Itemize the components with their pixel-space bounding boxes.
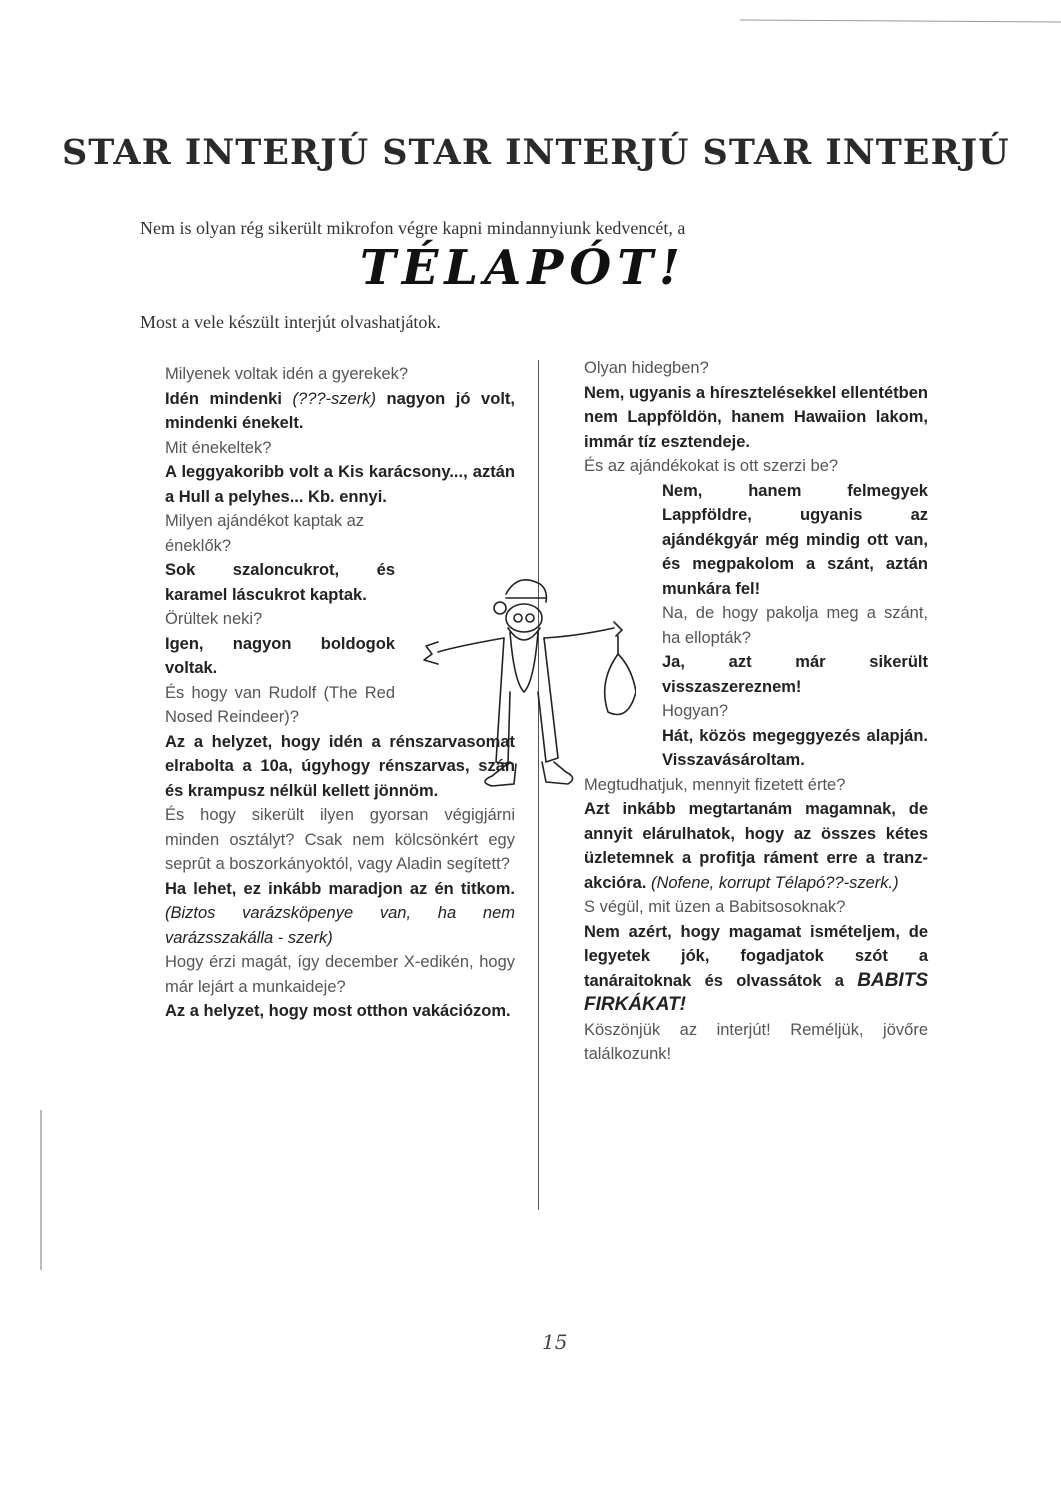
- answer: Idén mindenki (???-szerk) nagyon jó volt, mindenki énekelt.: [165, 389, 515, 432]
- question: Örültek neki?: [165, 610, 263, 628]
- question: Na, de hogy pakolja meg a szánt, ha ellopták?: [662, 604, 928, 647]
- answer: Ha lehet, ez inkább maradjon az én titkom. (Biztos varázsköpenye van, ha nem varázsszakálla - szerk): [165, 879, 515, 947]
- answer: Az a helyzet, hogy most otthon vakációzom.: [165, 1002, 511, 1020]
- intro-line-2: Most a vele készült interjút olvashatjátok.: [140, 312, 441, 332]
- santa-illustration: [418, 572, 636, 818]
- intro-line-1: Nem is olyan rég sikerült mikrofon végre kapni mindannyiunk kedvencét, a: [140, 218, 686, 238]
- question: És az ajándékokat is ott szerzi be?: [584, 457, 839, 475]
- question: S végül, mit üzen a Babitsosoknak?: [584, 898, 846, 916]
- question: Hogyan?: [662, 702, 729, 720]
- answer: Nem, hanem felmegyek Lappföldre, ugyanis az ajándékgyár még mindig ott van, és megpakolom a szánt, aztán munkára fel!: [662, 481, 928, 598]
- answer: Nem azért, hogy magamat ismételjem, de legyetek jók, fogadjatok szót a tanáraitoknak és olvassátok a BABITS FIRKÁKAT!: [584, 922, 928, 1015]
- answer: Nem, ugyanis a híresztelésekkel ellentétben nem Lappföldön, hanem Hawaiion lakom, immár tíz esztendeje.: [584, 383, 928, 451]
- intro-name: TÉLAPÓT!: [360, 240, 686, 296]
- question: És hogy sikerült ilyen gyorsan végigjárni minden osztályt? Csak nem kölcsönkért egy seprût a boszorkányoktól, vagy Aladin segített?: [165, 806, 515, 873]
- question: Milyen ajándékot kaptak az éneklők?: [165, 512, 365, 555]
- page-title: STAR INTERJÚ STAR INTERJÚ STAR INTERJÚ: [62, 132, 1010, 173]
- question: Hogy érzi magát, így december X-edikén, hogy már lejárt a munkaideje?: [165, 953, 515, 996]
- scan-edge-mark: [40, 1110, 42, 1270]
- answer: A leggyakoribb volt a Kis karácsony..., aztán a Hull a pelyhes... Kb. ennyi.: [165, 463, 515, 506]
- question: Mit énekeltek?: [165, 438, 272, 457]
- answer: Azt inkább megtartanám magamnak, de annyit elárulhatok, hogy az összes kétes üzletemnek a profitja ráment erre a tranz-akcióra. (Nofene, korrupt Télapó??-szerk.): [584, 800, 928, 892]
- question: Olyan hidegben?: [584, 359, 709, 377]
- page-number: 15: [542, 1330, 568, 1354]
- answer: Ja, azt már sikerült visszaszereznem!: [662, 653, 928, 696]
- answer: Az a helyzet, hogy idén a rénszarvasomat elrabolta a 10a, úgyhogy rénszarvas, szán és krampusz nélkül kellett jönnöm.: [165, 732, 515, 800]
- answer: Igen, nagyon boldogok voltak.: [165, 634, 395, 677]
- question: Megtudhatjuk, mennyit fizetett érte?: [584, 775, 846, 794]
- question: Köszönjük az interjút! Reméljük, jövőre találkozunk!: [584, 1020, 928, 1063]
- answer: Sok szaloncukrot, és karamel láscukrot kaptak.: [165, 561, 395, 604]
- question: Milyenek voltak idén a gyerekek?: [165, 365, 409, 383]
- question: És hogy van Rudolf (The Red Nosed Reindeer)?: [165, 683, 395, 726]
- answer: Hát, közös megeggyezés alapján. Visszavásároltam.: [662, 726, 928, 769]
- scan-top-line: [0, 0, 1061, 30]
